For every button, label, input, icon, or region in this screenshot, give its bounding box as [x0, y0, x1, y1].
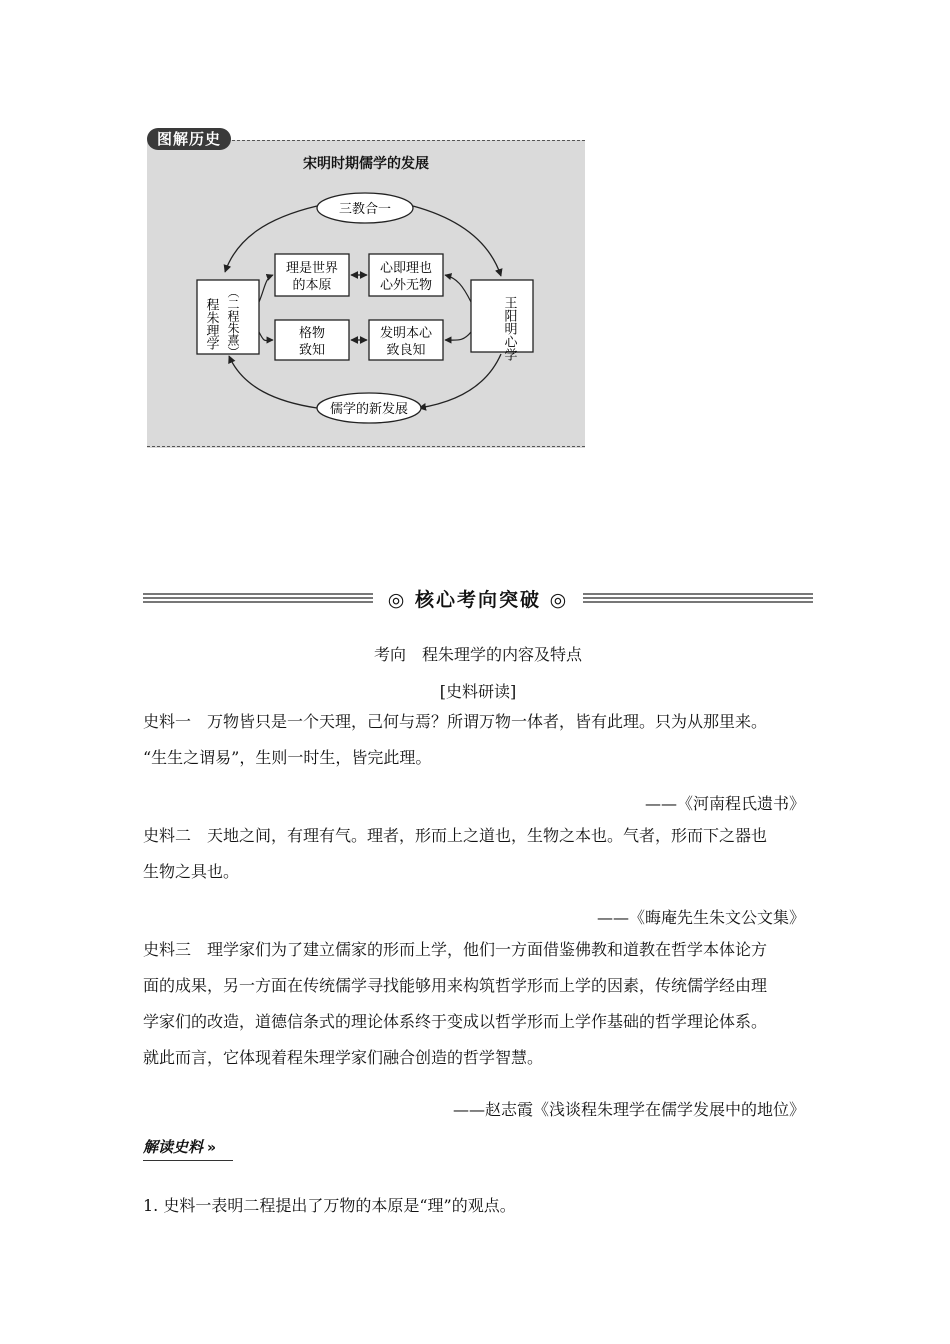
material-3-line1: 史料三 理学家们为了建立儒家的形而上学，他们一方面借鉴佛教和道教在哲学本体论方	[143, 940, 768, 959]
box-2-line1: 心即理也	[379, 261, 433, 276]
diagram-svg	[147, 128, 585, 450]
material-2-source: ——《晦庵先生朱文公文集》	[596, 908, 805, 927]
arrow	[259, 275, 273, 302]
oval-top-label: 三教合一	[338, 202, 392, 217]
box-3-line1: 格物	[298, 326, 326, 341]
interpret-label	[143, 1136, 216, 1157]
material-1-line2: “生生之谓易”，生则一时生，皆完此理。	[143, 748, 432, 767]
box-4-line2: 致良知	[386, 343, 426, 358]
arrow	[419, 354, 501, 408]
box-2-line2: 心外无物	[379, 278, 433, 293]
material-3-source: ——赵志霞《浅谈程朱理学在儒学发展中的地位》	[452, 1100, 805, 1119]
material-2	[143, 818, 813, 890]
material-3	[143, 932, 813, 1076]
material-1	[143, 704, 813, 776]
interpret-point-1: 1. 史料一表明二程提出了万物的本原是“理”的观点。	[143, 1196, 516, 1215]
banner-stripes	[583, 593, 813, 607]
box-1-line1: 理是世界	[285, 261, 339, 276]
material-1-source: ——《河南程氏遗书》	[644, 794, 805, 813]
arrow	[259, 332, 273, 341]
banner-stripes	[143, 593, 373, 607]
banner-title: ◎ 核心考向突破 ◎	[387, 589, 569, 611]
diagram-figure	[147, 128, 585, 450]
arrow	[445, 275, 471, 302]
chevron-right-icon: »	[207, 1140, 217, 1156]
box-3-line2: 致知	[298, 343, 326, 358]
box-1-line2: 的本原	[292, 278, 332, 293]
box-4-line1: 发明本心	[379, 326, 433, 341]
section-heading: 考向 程朱理学的内容及特点	[373, 645, 582, 664]
material-3-line2: 面的成果，另一方面在传统儒学寻找能够用来构筑哲学形而上学的因素，传统儒学经由理	[143, 976, 768, 995]
section-subheading: [史料研读]	[439, 682, 517, 701]
material-2-line2: 生物之具也。	[143, 862, 240, 881]
arrow	[445, 332, 471, 340]
material-3-line3: 学家们的改造，道德信条式的理论体系终于变成以哲学形而上学作基础的哲学理论体系。	[143, 1012, 768, 1031]
box-left-sub: （二程朱熹）	[226, 286, 240, 358]
material-1-line1: 史料一 万物皆只是一个天理，己何与焉？所谓万物一体者，皆有此理。只为从那里来。	[143, 712, 768, 731]
oval-bottom-label: 儒学的新发展	[329, 402, 409, 417]
material-3-line4: 就此而言，它体现着程朱理学家们融合创造的哲学智慧。	[143, 1048, 544, 1067]
box-right-main: 王阳明心学	[501, 296, 517, 361]
interpret-label-text: 解读史料	[143, 1138, 204, 1156]
arrow	[229, 356, 317, 408]
diagram-title: 宋明时期儒学的发展	[303, 156, 429, 172]
section-banner	[143, 585, 813, 615]
material-2-line1: 史料二 天地之间，有理有气。理者，形而上之道也，生物之本也。气者，形而下之器也	[143, 826, 768, 845]
figure-tag: 图解历史	[147, 128, 231, 150]
interpret-underline	[143, 1160, 233, 1161]
box-left-main: 程朱理学	[203, 298, 219, 350]
